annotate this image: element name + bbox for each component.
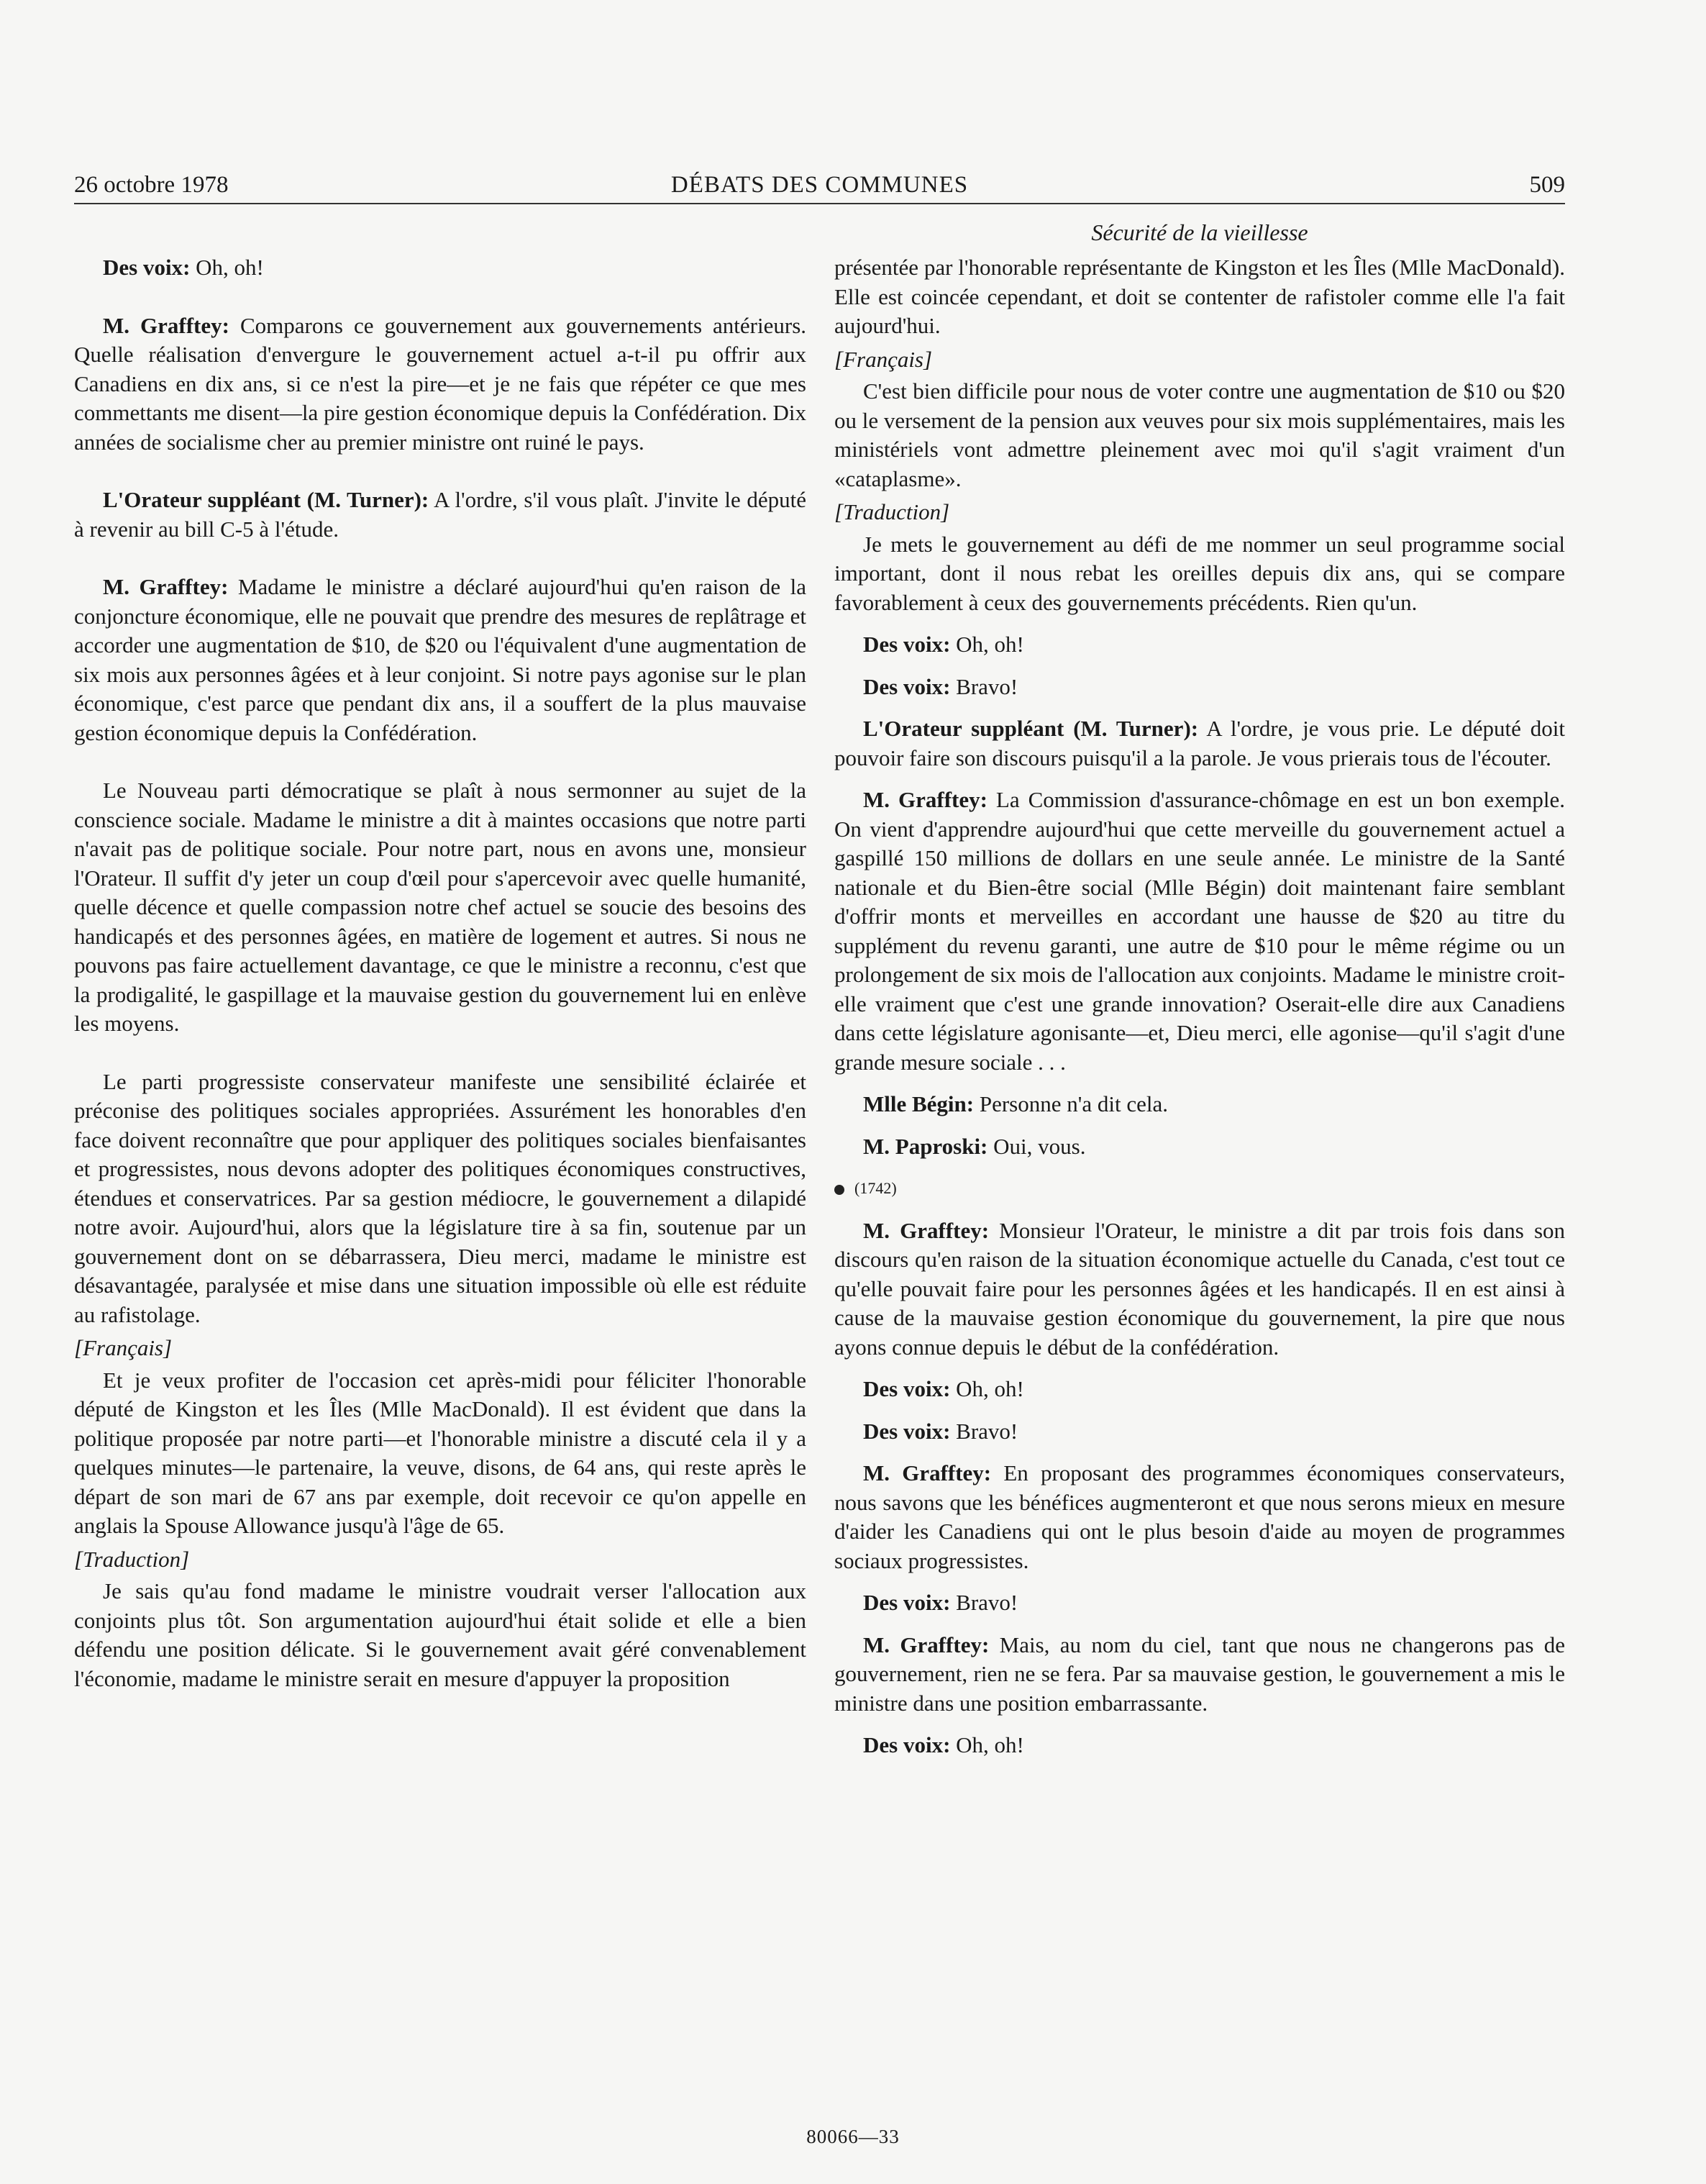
paragraph: Des voix: Oh, oh! xyxy=(103,255,264,280)
bullet-dot-icon xyxy=(834,1185,844,1195)
paragraph: Des voix: Oh, oh! xyxy=(863,1376,1024,1401)
paragraph: L'Orateur suppléant (M. Turner): A l'ordre, je vous prie. Le député doit pouvoir faire son discours puisqu'il a la parole. Je vous prierais tous de l'écouter. xyxy=(834,716,1565,770)
paragraph: C'est bien difficile pour nous de voter contre une augmentation de $10 ou $20 ou le versement de la pension aux veuves pour six mois supplémentaires, mais les ministériels vont admettre pleinement avec moi qu'il s'agit vraiment d'un «cataplasme». xyxy=(834,378,1565,491)
paragraph: M. Grafftey: Madame le ministre a déclaré aujourd'hui qu'en raison de la conjoncture économique, elle ne pouvait que prendre des mesures de replâtrage et accorder une augmentation de $10, de $20 ou l'équivalent d'une augmentation de six mois aux personnes âgées et à leur conjoint. Si notre pays agonise sur le plan économique, c'est parce que pendant dix ans, il a souffert de la plus mauvaise gestion économique depuis la Confédération. xyxy=(74,574,807,745)
paragraph: Je sais qu'au fond madame le ministre voudrait verser l'allocation aux conjoints plus tôt. Son argumentation aujourd'hui était solide et elle a bien défendu une position délicate. Si le gouvernement avait géré convenablement l'économie, madame le ministre serait en mesure d'appuyer la proposition xyxy=(74,1578,806,1691)
language-marker: [Français] xyxy=(74,1335,173,1360)
paragraph: M. Grafftey: Comparons ce gouvernement aux gouvernements antérieurs. Quelle réalisation d'envergure le gouvernement actuel a-t-il pu offrir aux Canadiens en dix ans, si ce n'est la pire—et je ne fais que répéter ce que mes commettants me disent—la pire gestion économique depuis la Confédération. Dix années de socialisme cher au premier ministre ont ruiné le pays. xyxy=(74,312,807,455)
paragraph: Des voix: Bravo! xyxy=(863,673,1018,699)
header-title: DÉBATS DES COMMUNES xyxy=(670,172,969,198)
paragraph: M. Grafftey: En proposant des programmes économiques conservateurs, nous savons que les bénéfices augmenteront et que nous serons mieux en mesure d'aider les Canadiens qui ont le plus besoin d'aide au moyen de programmes sociaux progressistes. xyxy=(834,1460,1566,1573)
language-marker: [Traduction] xyxy=(74,1546,190,1572)
paragraph: Des voix: Oh, oh! xyxy=(863,1732,1024,1757)
page-footer: 80066—33 xyxy=(806,2126,900,2147)
paragraph: L'Orateur suppléant (M. Turner): A l'ordre, s'il vous plaît. J'invite le député à revenir au bill C-5 à l'étude. xyxy=(74,487,806,542)
paragraph: M. Grafftey: Mais, au nom du ciel, tant que nous ne changerons pas de gouvernement, rien ne se fera. Par sa mauvaise gestion, le gouvernement a mis le ministre dans une position embarrassante. xyxy=(834,1632,1566,1716)
running-title: Sécurité de la vieillesse xyxy=(1091,219,1308,245)
paragraph: Des voix: Bravo! xyxy=(863,1590,1018,1615)
paragraph: Et je veux profiter de l'occasion cet après-midi pour féliciter l'honorable député de Kingston et les Îles (Mlle MacDonald). Il est évident que dans la politique proposée par notre parti—et l'honorable ministre a discuté cela il y a quelques minutes—le partenaire, la veuve, disons, de 64 ans, qui reste après le départ de son mari de 67 ans par exemple, doit recevoir ce qu'on appelle en anglais la Spouse Allowance jusqu'à l'âge de 65. xyxy=(74,1367,806,1538)
paragraph: Le parti progressiste conservateur manifeste une sensibilité éclairée et préconise des politiques sociales appropriées. Assurément les honorables d'en face doivent reconnaître que pour appliquer des politiques sociales bienfaisantes et progressistes, nous devons adopter des politiques économiques constructives, étendues et conservatrices. Par sa gestion médiocre, le gouvernement a dilapidé notre avoir. Aujourd'hui, alors que la législature tire à sa fin, soutenue par un gouvernement dont on se débarrassera, Dieu merci, madame le ministre est désavantagée, paralysée et mise dans une situation impossible où elle est réduite au rafistolage. xyxy=(74,1068,806,1327)
paragraph: présentée par l'honorable représentante de Kingston et les Îles (Mlle MacDonald). Elle est coincée cependant, et doit se contenter de rafistoler comme elle l'a fait aujourd'hui. xyxy=(834,255,1565,338)
language-marker: [Français] xyxy=(834,346,933,372)
language-marker: [Traduction] xyxy=(834,499,950,524)
page-header xyxy=(74,163,1565,204)
paragraph: Des voix: Oh, oh! xyxy=(863,632,1024,657)
paragraph: Le Nouveau parti démocratique se plaît à nous sermonner au sujet de la conscience sociale. Madame le ministre a dit à maintes occasions que notre parti n'avait pas de politique sociale. Pour notre part, nous en avons une, monsieur l'Orateur. Il suffit d'y jeter un coup d'œil pour s'apercevoir avec quelle humanité, quelle décence et quelle compassion notre chef actuel se soucie des besoins des handicapés et des personnes âgées, en matière de logement et autres. Si nous ne pouvons pas faire actuellement davantage, ce que le ministre a reconnu, c'est que la prodigalité, le gaspillage et la mauvaise gestion du gouvernement lui en enlève les moyens. xyxy=(74,778,806,1036)
paragraph: M. Grafftey: La Commission d'assurance-chômage en est un bon exemple. On vient d'apprendre aujourd'hui que cette merveille du gouvernement actuel a gaspillé 150 millions de dollars en une seule année. Le ministre de la Santé nationale et du Bien-être social (Mlle Bégin) doit maintenant faire semblant d'offrir monts et merveilles en accordant une hausse de $20 au titre du supplément du revenu garanti, une autre de $10 pour le même régime ou un prolongement de six mois de l'allocation aux conjoints. Madame le ministre croit-elle vraiment que c'est une grande innovation? Oserait-elle dire aux Canadiens dans cette législature agonisante—et, Dieu merci, elle agonise—qu'il s'agit d'une grande mesure sociale . . . xyxy=(834,787,1566,1075)
right-column xyxy=(834,253,1565,1760)
header-date: 26 octobre 1978 xyxy=(74,172,229,198)
paragraph: M. Grafftey: Monsieur l'Orateur, le ministre a dit par trois fois dans son discours qu'en raison de la situation économique actuelle du Canada, c'est tout ce qu'elle pouvait faire pour les personnes âgées et les handicapés. Il en est ainsi à cause de la mauvaise gestion économique du gouvernement, la pire que nous ayons connue depuis le début de la confédération. xyxy=(834,1217,1566,1360)
time-marker: (1742) xyxy=(834,1174,1565,1204)
paragraph: Des voix: Bravo! xyxy=(863,1418,1018,1444)
page-number: 509 xyxy=(1529,172,1565,198)
paragraph: M. Paproski: Oui, vous. xyxy=(863,1133,1086,1159)
paragraph: Je mets le gouvernement au défi de me nommer un seul programme social important, dont il nous rebat les oreilles depuis dix ans, qui se compare favorablement à ceux des gouvernements précédents. Rien qu'un. xyxy=(834,531,1565,615)
left-column xyxy=(74,253,806,1693)
paragraph: Mlle Bégin: Personne n'a dit cela. xyxy=(863,1091,1168,1116)
